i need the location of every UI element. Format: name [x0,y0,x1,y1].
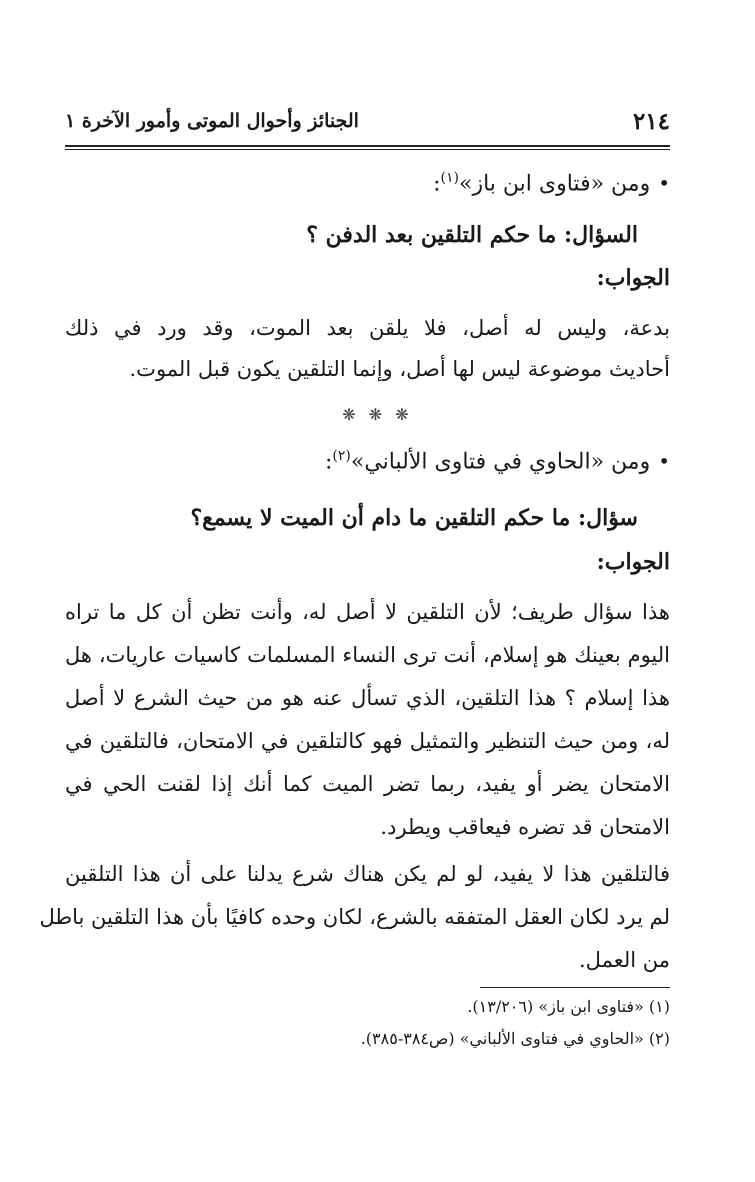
header-rule-thick [65,145,670,147]
running-title: الجنائز وأحوال الموتى وأمور الآخرة ١ [65,110,359,132]
source-title: ومن «الحاوي في فتاوى الألباني» [350,449,651,475]
answer-label-1: الجواب: [596,265,670,291]
header-rule-thin [65,149,670,150]
section-separator: ❋ ❋ ❋ [342,405,413,424]
paragraph-1-line-1: هذا سؤال طريف؛ لأن التلقين لا أصل له، وأنت تظن أن كل ما تراه [65,600,670,624]
paragraph-1-line-5: الامتحان يضر أو يفيد، ربما تضر الميت كما أنك إذا لقنت الحي في [65,772,670,796]
paragraph-1-line-2: اليوم بعينك هو إسلام، أنت ترى النساء المسلمات كاسيات عاريات، هل [65,643,670,667]
paragraph-2-line-3: من العمل. [579,948,670,972]
answer-1-line-1: بدعة، وليس له أصل، فلا يلقن بعد الموت، وقد ورد في ذلك [65,316,670,340]
footnote-ref-1[interactable]: (١) [440,170,459,186]
footnote-2: (٢) «الحاوي في فتاوى الألباني» (ص٣٨٤-٣٨٥). [360,1029,670,1048]
answer-label-2: الجواب: [596,549,670,575]
bullet-icon: • [658,449,670,474]
paragraph-1-line-3: هذا إسلام ؟ هذا التلقين، الذي تسأل عنه هو من حيث الشرع لا أصل [65,686,670,710]
source-title: ومن «فتاوى ابن باز» [459,171,651,197]
source-colon: : [324,449,333,475]
source-alhawi [325,448,670,474]
source-ibn-baz [433,170,670,196]
paragraph-2-line-2: لم يرد لكان العقل المتفقه بالشرع، لكان وحده كافيًا بأن هذا التلقين باطل [39,905,670,929]
paragraph-1-line-4: له، ومن حيث التنظير والتمثيل فهو كالتلقين في الامتحان، فالتلقين في [65,729,670,753]
question-1: السؤال: ما حكم التلقين بعد الدفن ؟ [306,222,638,248]
question-2: سؤال: ما حكم التلقين ما دام أن الميت لا يسمع؟ [190,505,638,531]
paragraph-2-line-1: فالتلقين هذا لا يفيد، لو لم يكن هناك شرع يدلنا على أن هذا التلقين [65,862,670,886]
footnote-1: (١) «فتاوى ابن باز» (١٣/٢٠٦). [467,997,670,1016]
page-number: ٢١٤ [632,108,670,135]
paragraph-1-line-6: الامتحان قد تضره فيعاقب ويطرد. [380,815,670,839]
page-header [65,108,670,142]
footnote-rule [480,987,670,988]
footnote-ref-2[interactable]: (٢) [332,448,351,464]
source-colon: : [433,171,441,197]
bullet-icon: • [658,171,670,196]
answer-1-line-2: أحاديث موضوعة ليس لها أصل، وإنما التلقين يكون قبل الموت. [129,357,670,381]
